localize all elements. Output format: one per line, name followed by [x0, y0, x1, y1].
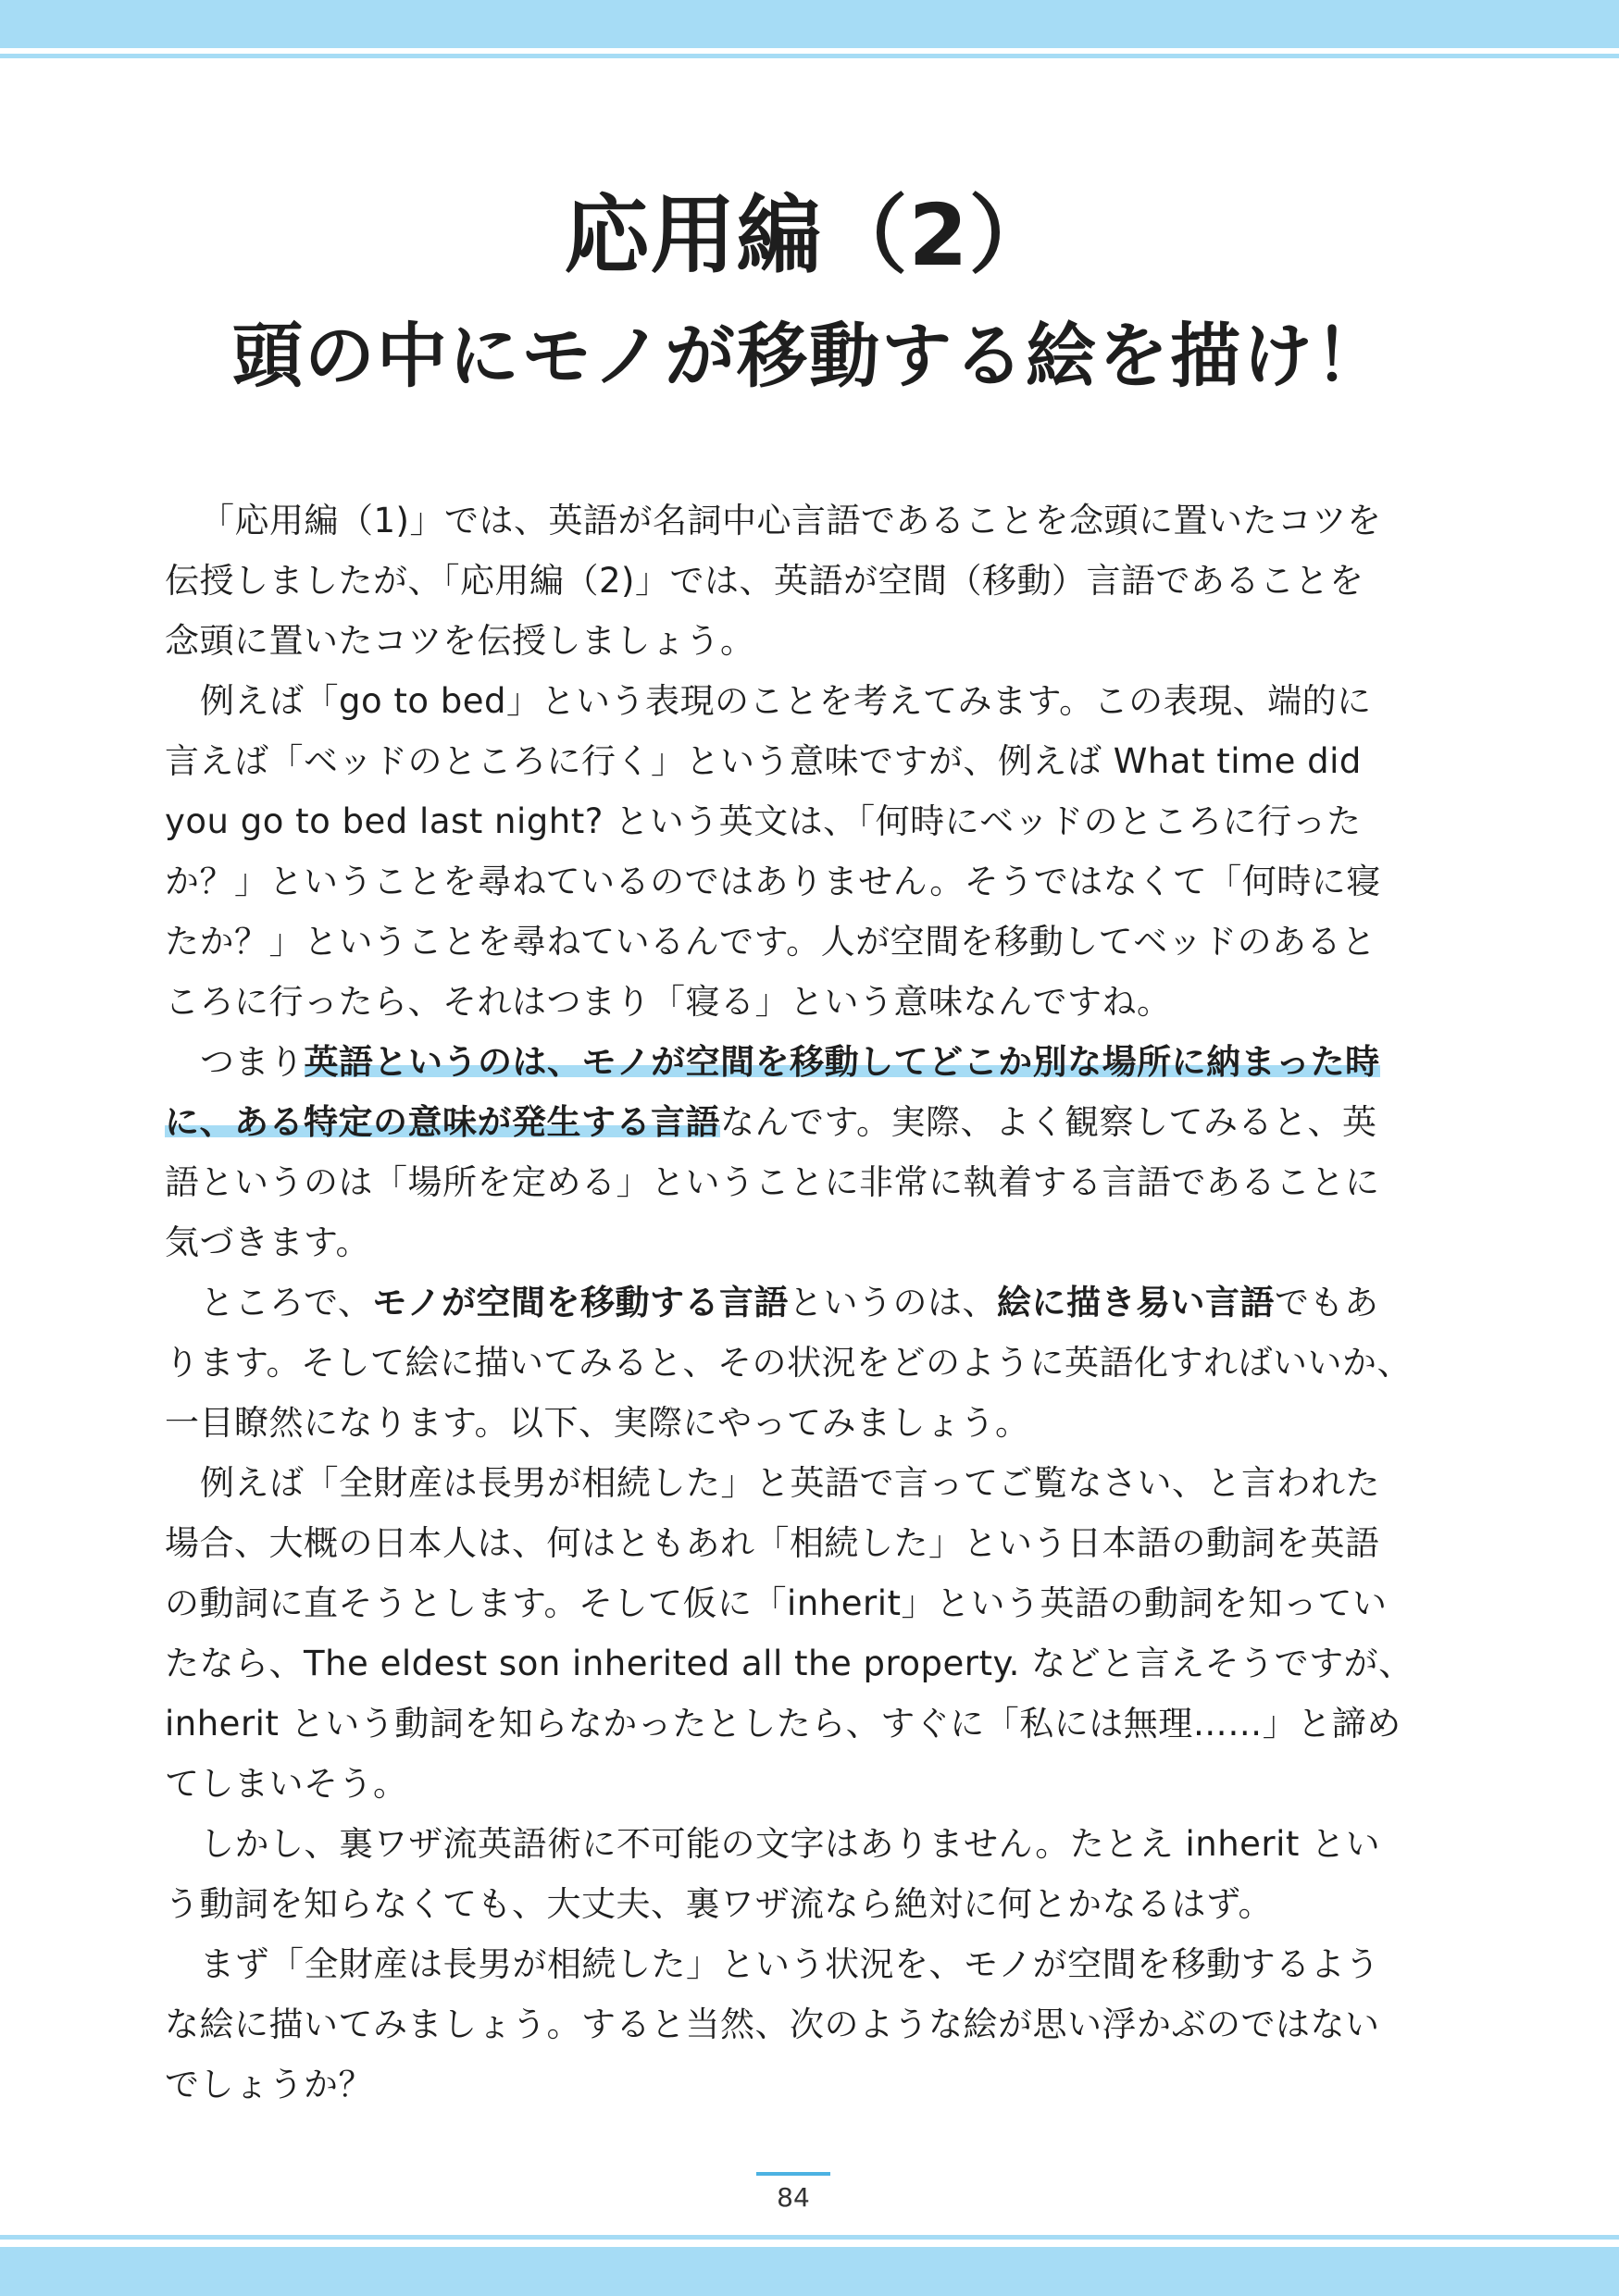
top-decorative-line [0, 54, 1619, 58]
text-line: inherit という動詞を知らなかったとしたら、すぐに「私には無理……」と諦め [165, 1704, 1401, 1744]
text-line: ころに行ったら、それはつまり「寝る」という意味なんですね。 [165, 982, 1172, 1022]
page-number: 84 [777, 2182, 810, 2213]
text-line [165, 1092, 1424, 1152]
text-run: なんです。実際、よく観察してみると、英 [720, 1102, 1377, 1142]
text-line: まず「全財産は長男が相続した」という状況を、モノが空間を移動するよう [200, 1944, 1380, 1984]
text-line: しかし、裏ワザ流英語術に不可能の文字はありません。たとえ inherit とい [200, 1824, 1381, 1864]
text-line: you go to bed last night? という英文は、「何時にベッドのところに行った [165, 801, 1362, 841]
page-number-rule [756, 2172, 830, 2176]
text-line: か？」ということを尋ねているのではありません。そうではなくて「何時に寝 [165, 862, 1381, 901]
text-line: 例えば「go to bed」という表現のことを考えてみます。この表現、端的に [200, 681, 1372, 721]
text-line: 語というのは「場所を定める」ということに非常に執着する言語であることに [165, 1162, 1380, 1202]
chapter-title: 応用編（2） [564, 186, 1055, 285]
text-run: ところで、 [200, 1283, 373, 1322]
bold-phrase: モノが空間を移動する言語 [372, 1283, 790, 1322]
chapter-subtitle: 頭の中にモノが移動する絵を描け！ [231, 315, 1388, 397]
text-line: 例えば「全財産は長男が相続した」と英語で言ってご覧なさい、と言われた [200, 1463, 1380, 1503]
text-line: 気づきます。 [165, 1222, 371, 1262]
text-line: 「応用編（1)」では、英語が名詞中心言語であることを念頭に置いたコツを [200, 501, 1382, 540]
text-line: ります。そして絵に描いてみると、その状況をどのように英語化すればいいか、 [165, 1343, 1413, 1383]
text-line: の動詞に直そうとします。そして仮に「inherit」という英語の動詞を知ってい [165, 1583, 1388, 1623]
bottom-decorative-line [0, 2235, 1619, 2240]
text-run: でもあ [1275, 1283, 1379, 1322]
text-run: つまり [200, 1042, 305, 1082]
highlighted-phrase: に、ある特定の意味が発生する言語 [165, 1102, 720, 1142]
text-line: たなら、The eldest son inherited all the property. などと言えそうですが、 [165, 1644, 1414, 1683]
text-line [165, 1272, 1424, 1333]
text-line: 念頭に置いたコツを伝授しましょう。 [165, 621, 755, 661]
text-line: 伝授しましたが、「応用編（2)」では、英語が空間（移動）言語であることを [165, 561, 1364, 601]
text-line [165, 1032, 1424, 1092]
highlighted-phrase: 英語というのは、モノが空間を移動してどこか別な場所に納まった時 [304, 1042, 1380, 1082]
text-line: 場合、大概の日本人は、何はともあれ「相続した」という日本語の動詞を英語 [165, 1523, 1380, 1563]
text-line: たか？」ということを尋ねているんです。人が空間を移動してベッドのあると [165, 922, 1376, 962]
text-line: でしょうか？ [165, 2065, 373, 2104]
bold-phrase: 絵に描き易い言語 [997, 1283, 1276, 1322]
text-line: てしまいそう。 [165, 1764, 408, 1804]
text-line: う動詞を知らなくても、大丈夫、裏ワザ流なら絶対に何とかなるはず。 [165, 1884, 1274, 1924]
text-line: 一目瞭然になります。以下、実際にやってみましょう。 [165, 1403, 1030, 1443]
text-line: 言えば「ベッドのところに行く」という意味ですが、例えば What time did [165, 741, 1362, 781]
text-line: な絵に描いてみましょう。すると当然、次のような絵が思い浮かぶのではない [165, 2004, 1380, 2044]
top-decorative-band [0, 0, 1619, 48]
bottom-decorative-band [0, 2247, 1619, 2296]
text-run: というのは、 [789, 1283, 998, 1322]
body-text [165, 490, 1424, 2115]
